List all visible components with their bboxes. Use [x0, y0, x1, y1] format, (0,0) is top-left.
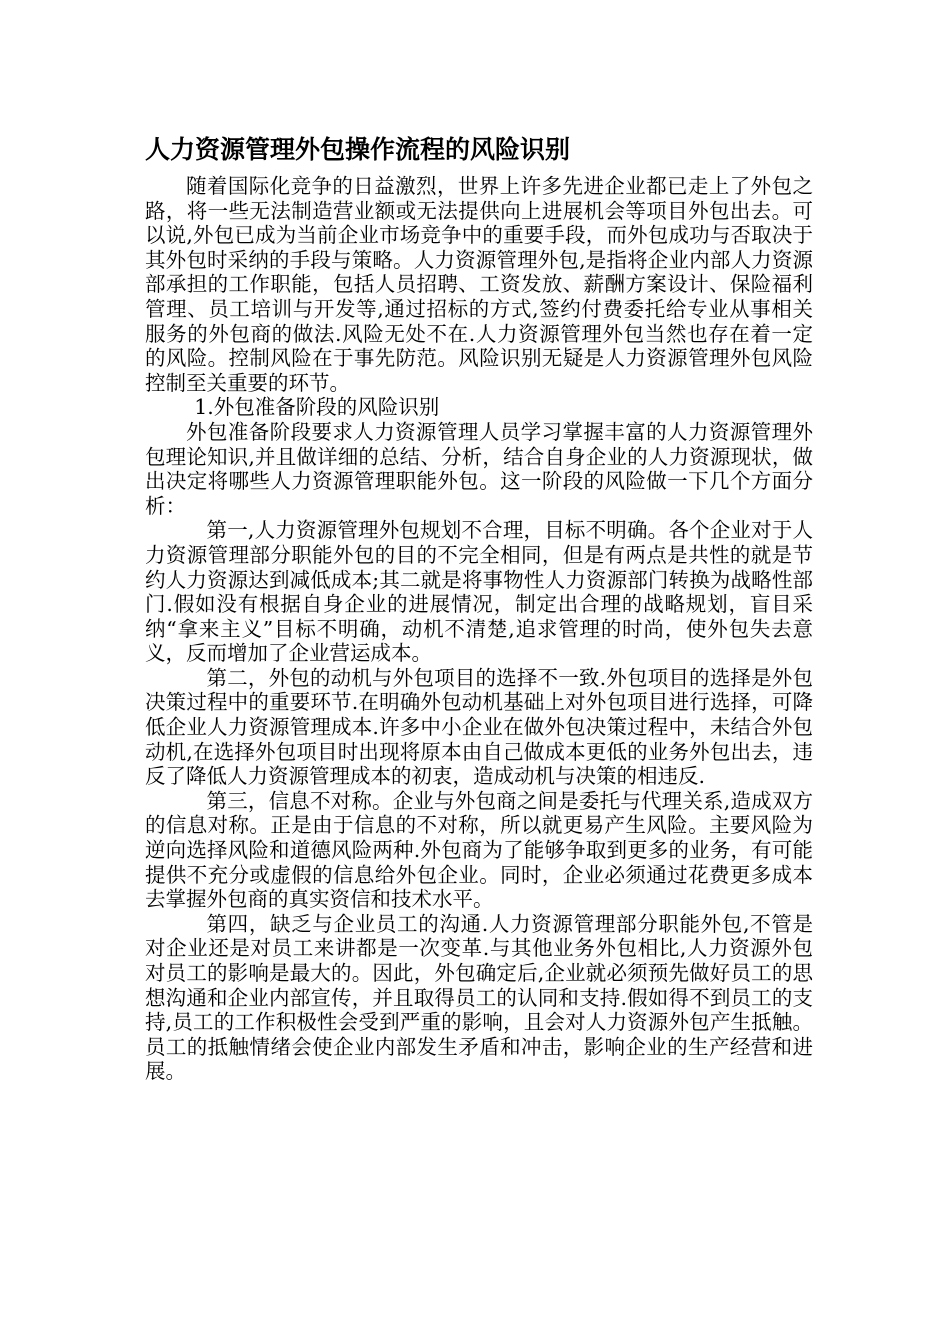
point-paragraph-2: 第二，外包的动机与外包项目的选择不一致.外包项目的选择是外包决策过程中的重要环节.在明确外包动机基础上对外包项目进行选择，可降低企业人力资源管理成本.许多中小企业在做外包决策过程中，未结合外包动机,在选择外包项目时出现将原本由自己做成本更低的业务外包出去，违反了降低人力资源管理成本的初衷，造成动机与决策的相违反. [145, 665, 813, 789]
point-paragraph-1: 第一,人力资源管理外包规划不合理，目标不明确。各个企业对于人力资源管理部分职能外包的目的不完全相同，但是有两点是共性的就是节约人力资源达到减低成本;其二就是将事物性人力资源部门转换为战略性部门.假如没有根据自身企业的进展情况，制定出合理的战略规划，盲目采纳“拿来主义”目标不明确，动机不清楚,追求管理的时尚，使外包失去意义，反而增加了企业营运成本。 [145, 518, 813, 666]
section-intro-paragraph: 外包准备阶段要求人力资源管理人员学习掌握丰富的人力资源管理外包理论知识,并且做详细的总结、分析，结合自身企业的人力资源现状，做出决定将哪些人力资源管理职能外包。这一阶段的风险做一下几个方面分析： [145, 419, 813, 518]
intro-paragraph: 随着国际化竞争的日益激烈，世界上许多先进企业都已走上了外包之路，将一些无法制造营业额或无法提供向上进展机会等项目外包出去。可以说,外包已成为当前企业市场竞争中的重要手段，而外包成功与否取决于其外包时采纳的手段与策略。人力资源管理外包,是指将企业内部人力资源部承担的工作职能，包括人员招聘、工资发放、薪酬方案设计、保险福利管理、员工培训与开发等,通过招标的方式,签约付费委托给专业从事相关服务的外包商的做法.风险无处不在.人力资源管理外包当然也存在着一定的风险。控制风险在于事先防范。风险识别无疑是人力资源管理外包风险控制至关重要的环节。 [145, 174, 813, 395]
document-title: 人力资源管理外包操作流程的风险识别 [145, 135, 571, 164]
document-page [145, 130, 813, 1084]
point-paragraph-3: 第三，信息不对称。企业与外包商之间是委托与代理关系,造成双方的信息对称。正是由于信息的不对称，所以就更易产生风险。主要风险为逆向选择风险和道德风险两种.外包商为了能够争取到更多的业务，有可能提供不充分或虚假的信息给外包企业。同时，企业必须通过花费更多成本去掌握外包商的真实资信和技术水平。 [145, 788, 813, 912]
section-heading: 1.外包准备阶段的风险识别 [194, 395, 440, 420]
point-paragraph-4: 第四，缺乏与企业员工的沟通.人力资源管理部分职能外包,不管是对企业还是对员工来讲都是一次变革.与其他业务外包相比,人力资源外包对员工的影响是最大的。因此，外包确定后,企业就必须预先做好员工的思想沟通和企业内部宣传，并且取得员工的认同和支持.假如得不到员工的支持,员工的工作积极性会受到严重的影响，且会对人力资源外包产生抵触。员工的抵触情绪会使企业内部发生矛盾和冲击，影响企业的生产经营和进展。 [145, 911, 813, 1084]
